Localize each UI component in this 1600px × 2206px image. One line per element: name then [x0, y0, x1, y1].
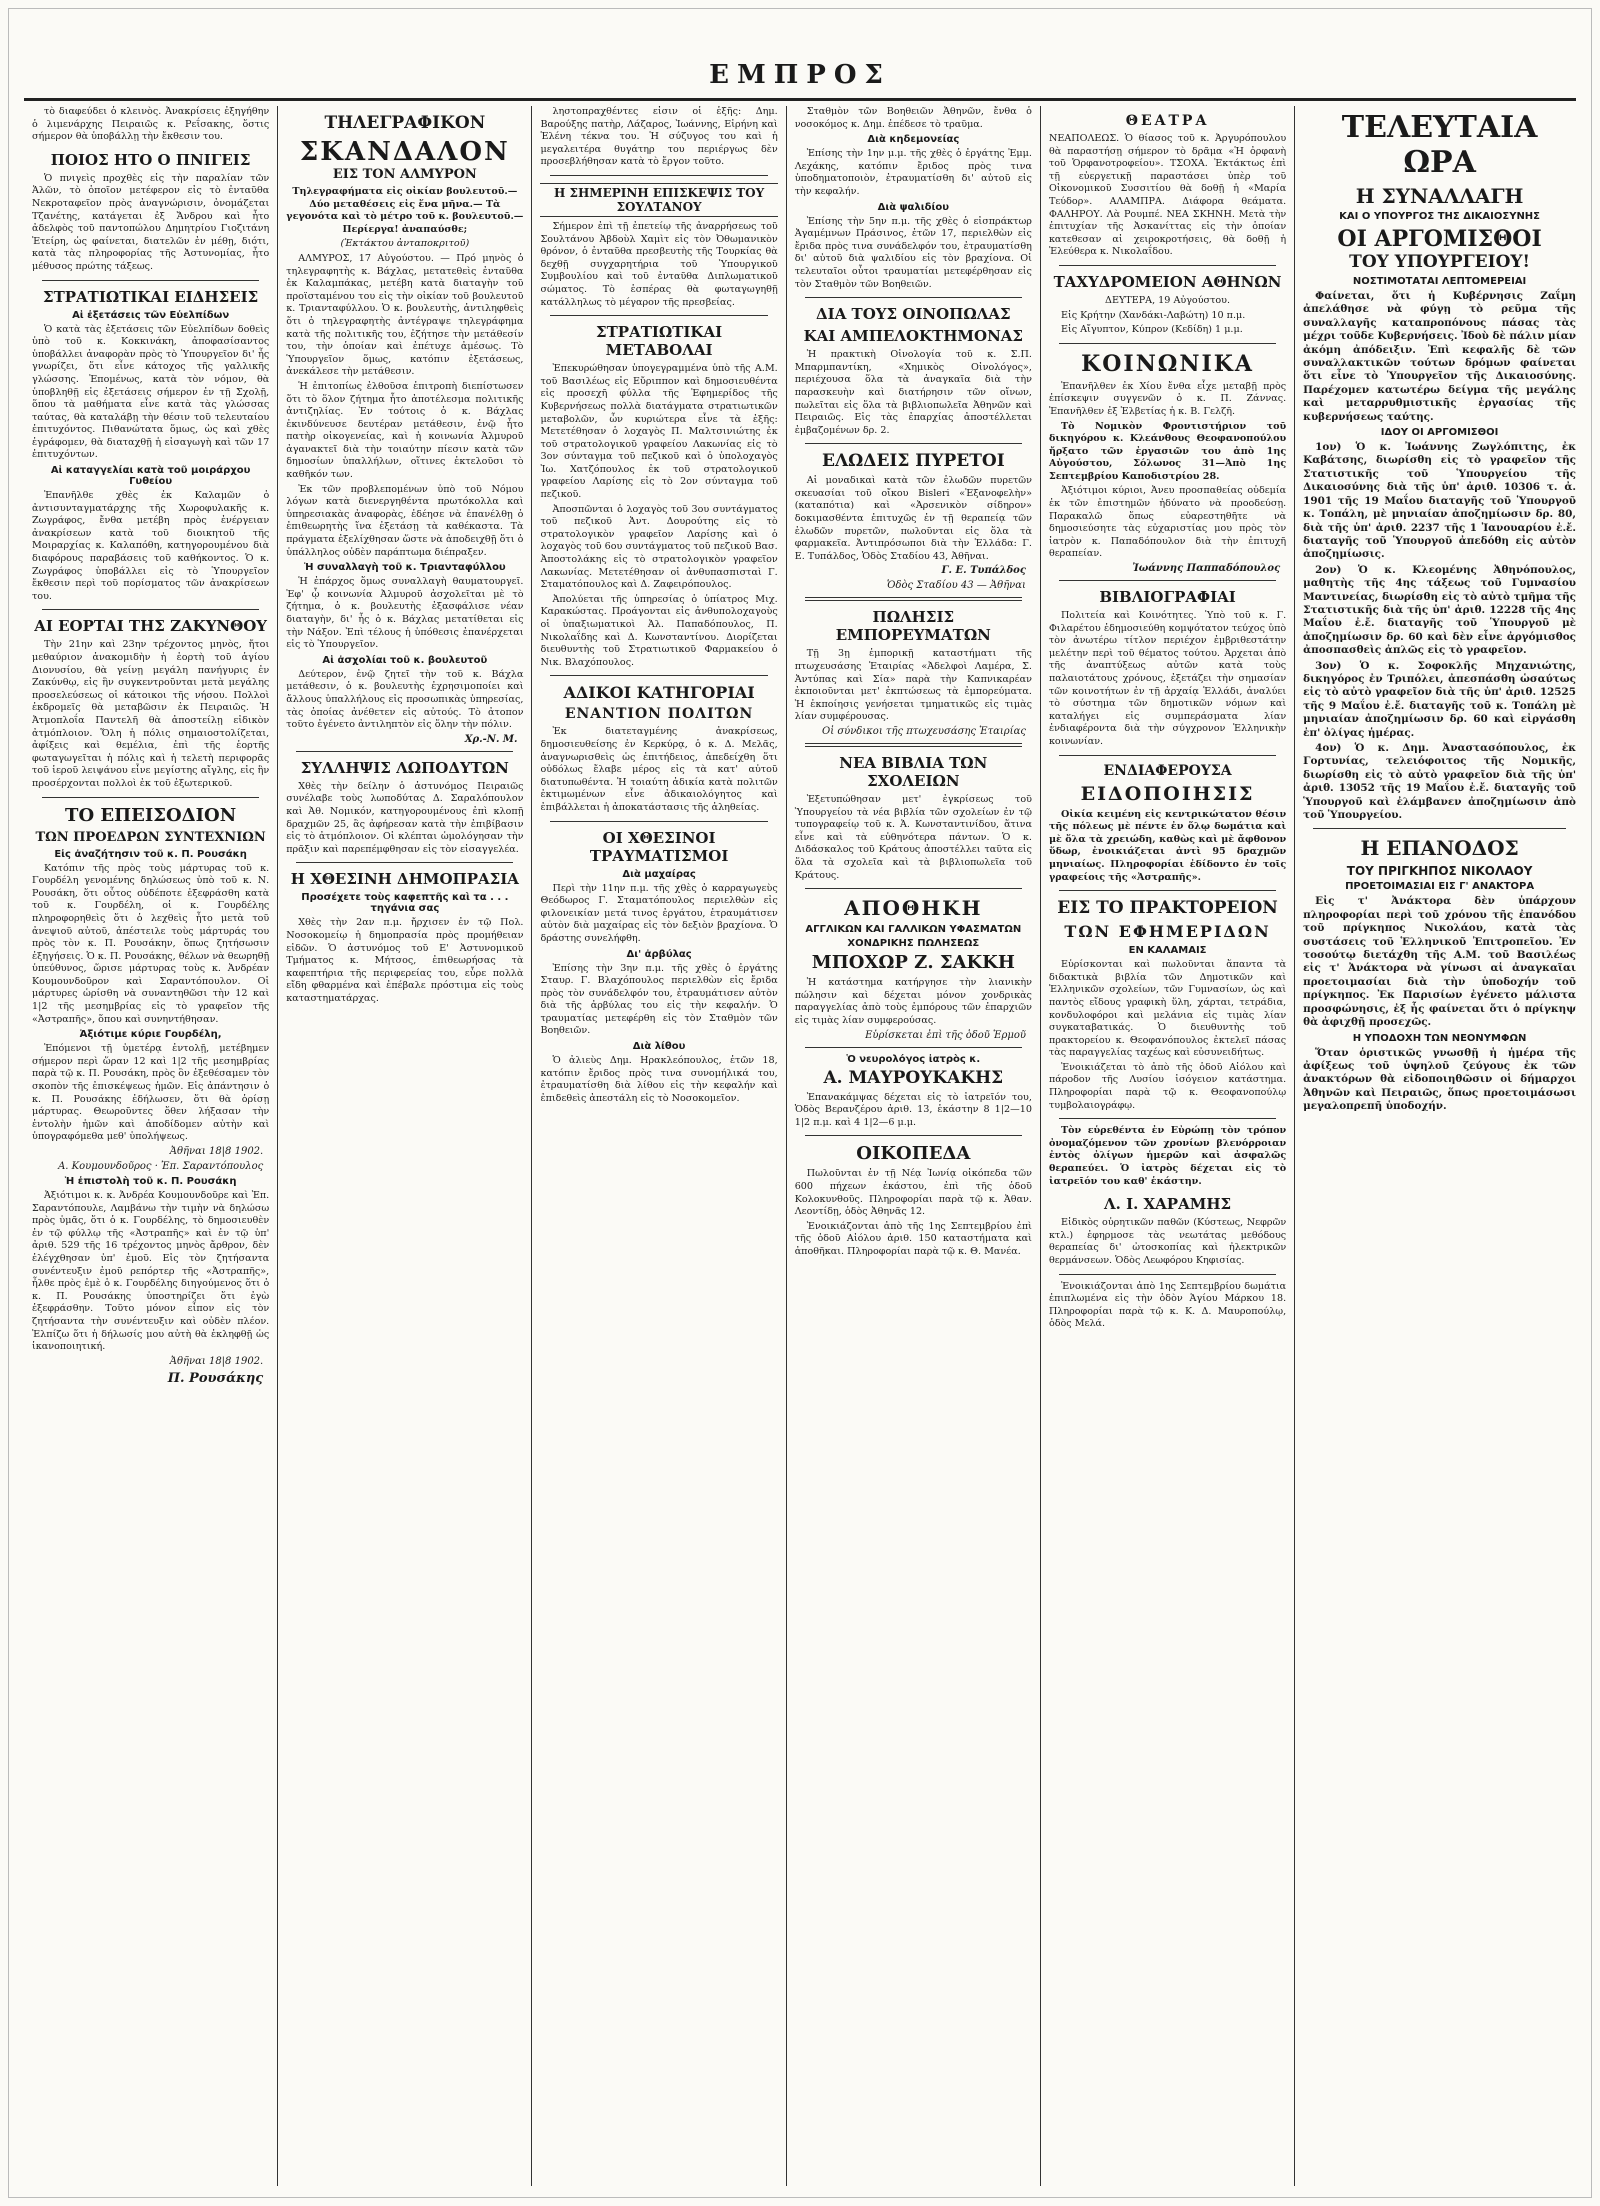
article-arrest: Χθὲς τὴν δείλην ὁ ἀστυνόμος Πειραιῶς συνέλαβε τοὺς λωποδύτας Δ. Σαραλόπουλον καὶ Ἀθ. Νομικόν, κατηγορουμένους ἐπὶ κλοπῇ δραχμῶν 25, ἃς ἀφήρεσαν κατὰ τὴν ἐπιβίβασιν εἰς τὸ ἀτμόπλοιον. Οἱ κλέπται ὡμολόγησαν τὴν πρᾶξιν καὶ παρεπέμφθησαν εἰς τὸν εἰσαγγελέα.: [286, 780, 524, 855]
article-treatment: Τὸν εὑρεθέντα ἐν Εὐρώπῃ τὸν τρόπον ὀνομαζόμενον τῶν χρονίων βλενόρροιαν ἐντὸς ὀλίγων ἡμερῶν καὶ ἀσφαλῶς θεραπεύει. Ὁ ἰατρὸς δέχεται εἰς τὸ ἰατρεῖόν του καθ' ἑκάστην.: [1048, 1125, 1287, 1187]
subhead-letter-salutation: Ἀξιότιμε κύριε Γουρδέλη,: [79, 1029, 222, 1041]
article-plots: Πωλοῦνται ἐν τῇ Νέᾳ Ἰωνίᾳ οἰκόπεδα τῶν 600 πήχεων ἐκάστου, ἐπὶ τῆς ὁδοῦ Κολοκυνθοῦς. Πληροφορίαι παρὰ τῷ κ. Ἀθαν. Λεοντίδῃ, ὁδὸς Ἀθηνᾶς 12.: [794, 1168, 1032, 1218]
divider: [550, 175, 767, 176]
article-military-3: Ἀπολύεται τῆς ὑπηρεσίας ὁ ὑπίατρος Μιχ. Καρακώστας. Προάγονται εἰς ἀνθυπολοχαγοὺς οἱ ὑπαξιωματικοὶ Ἀλ. Παπαδόπουλος, Π. Νικολαΐδης καὶ Δ. Κωνσταντίνου. Διορίζεται διευθυντὴς τοῦ Στρατιωτικοῦ Φαρμακείου ὁ Νικ. Βλαχόπουλος.: [540, 593, 778, 668]
divider: [805, 297, 1022, 298]
article-auction: Χθὲς τὴν 2αν π.μ. ἤρχισεν ἐν τῷ Πολ. Νοσοκομείῳ ἡ δημοπρασία πρὸς προμήθειαν εἰδῶν. Ὁ ἀστυνόμος τοῦ Ε' Ἀστυνομικοῦ Τμήματος κ. Μήτσος, ἐπιθεωρήσας τὰ καφεπτήρια τῆς περιφερείας του, εὗρε πολλὰ εἴδη φθαρμένα καὶ ἐπέβαλε πρόστιμα εἰς τοὺς καταστηματάρχας.: [286, 917, 524, 1004]
signatories: Α. Κουμουνδοῦρος · Ἐπ. Σαραντόπουλος: [58, 1161, 264, 1172]
article-military-1: Ἐπεκυρώθησαν ὑπογεγραμμένα ὑπὸ τῆς Α.Μ. τοῦ Βασιλέως εἰς Εὔριππον καὶ δημοσιευθέντα εἰς προσεχῆ φύλλα τῆς Ἐφημερίδος τῆς Κυβερνήσεως πολλὰ διατάγματα στρατιωτικῶν μεταβολῶν, ὧν κυριώτερα εἶνε τὰ ἑξῆς: Μετετέθησαν ὁ λοχαγὸς Π. Μαλτσινιώτης ἐκ τοῦ στρατολογικοῦ γραφείου Λακωνίας εἰς τὸ 3ον σύνταγμα τοῦ πεζικοῦ καὶ ὁ ὑπολοχαγὸς Ἰω. Χατζόπουλος ἐκ τοῦ στρατολογικοῦ γραφείου Λαρίσης εἰς τὸ 2ον σύνταγμα τοῦ πεζικοῦ.: [540, 363, 778, 501]
post-office-line-1: Εἰς Κρήτην (Χανδάκι-Λαβώτη) 10 π.μ.: [1060, 309, 1246, 321]
article-letter: Ἐπόμενοι τῇ ὑμετέρᾳ ἐντολῇ, μετέβημεν σήμερον περὶ ὥραν 12 καὶ 1|2 τῆς μεσημβρίας παρὰ τῷ κ. Π. Ρουσάκη, πρὸς ὃν ἐξεθέσαμεν τὸν σκοπὸν τῆς ἐπισκέψεως ἡμῶν. Εἰς ἀπάντησιν ὁ κ. Π. Ρουσάκης ἐδήλωσεν, ὅτι θὰ ὁρίσῃ μάρτυρας. Θεωροῦντες ὅθεν λήξασαν τὴν ἐντολὴν ἡμῶν καὶ ἀποδίδομεν αὐτὴν καὶ ὑπογραφόμεθα μεθ' ὑπολήψεως.: [32, 1043, 270, 1143]
article-wine: Ἡ πρακτικὴ Οἰνολογία τοῦ κ. Σ.Π. Μπαρμπαντίκη, «Χημικὸς Οἰνολόγος», περιέχουσα ὅλα τὰ ἀναγκαῖα διὰ τὴν παρασκευὴν καὶ διατήρησιν τῶν οἴνων, πωλεῖται εἰς ὅλα τὰ βιβλιοπωλεῖα Ἀθηνῶν καὶ Πειραιῶς. Εἰς τὰς ἐπαρχίας ἀποστέλλεται ἐμβαζομένων δρ. 2.: [794, 349, 1032, 436]
divider: [805, 597, 1022, 601]
subhead-boot: Δι' ἀρβύλας: [626, 948, 692, 960]
divider: [805, 743, 1022, 747]
divider: [550, 821, 767, 822]
divider: [42, 797, 259, 798]
divider: [42, 280, 259, 281]
headline-post-office: ΤΑΧΥΔΡΟΜΕΙΟΝ ΑΘΗΝΩΝ: [1053, 272, 1282, 291]
date-line-2: Ἀθῆναι 18|8 1902.: [169, 1355, 264, 1367]
headline-social: ΚΟΙΝΩΝΙΚΑ: [1081, 350, 1254, 377]
subhead-reception: Η ΥΠΟΔΟΧΗ ΤΩΝ ΝΕΟΝΥΜΦΩΝ: [1352, 1032, 1527, 1044]
article-pnigeis: Ὁ πνιγεὶς προχθὲς εἰς τὴν παραλίαν τῶν Ἁλῶν, τὸ ὁποῖον μετέφερον εἰς τὸ ἐνταῦθα Νεκροταφεῖον πρὸς ἀναγνώρισιν, ὀνομάζεται Τζανέτης, κατάγεται ἐξ Ἄνδρου καὶ ἦτο ἀδελφὸς τοῦ παντοπώλου Δημητρίου Γιοζιτάνη Ἐτείρη, ὡς φαίνεται, διατελῶν ἐν μέθῃ, διότι, κατὰ τὰς πληροφορίας τῆς Ἀστυνομίας, ἦτο μέθυσος πρώτης τάξεως.: [32, 172, 270, 272]
article-agency: Εὑρίσκονται καὶ πωλοῦνται ἅπαντα τὰ διδακτικὰ βιβλία τῶν Δημοτικῶν καὶ Ἑλληνικῶν σχολείων, τῶν Γυμνασίων, ὡς καὶ παντὸς εἴδους γραφικὴ ὕλη, χάρται, τετράδια, κονδυλοφόροι καὶ μελάνια εἰς τιμὰς λίαν συγκαταβατικάς. Ὁ διευθυντὴς τοῦ πρακτορείου κ. Θεοφανόπουλος ἐκτελεῖ πάσας τὰς παραγγελίας ταχέως καὶ εὐσυνειδήτως.: [1048, 959, 1287, 1059]
headline-warehouse: ΑΠΟΘΗΚΗ: [844, 896, 983, 921]
subhead-kalamata: ΕΝ ΚΑΛΑΜΑΙΣ: [1128, 945, 1207, 957]
agent-address: Ὁδὸς Σταδίου 43 — Ἀθῆναι: [886, 580, 1026, 592]
lede-scandal: Τηλεγραφήματα εἰς οἰκίαν βουλευτοῦ.— Δύο μεταθέσεις εἰς ἕνα μῆνα.— Τὰ γεγονότα καὶ τὸ μέτρο τοῦ κ. βουλευτοῦ.— Περίεργα! ἀναπαύσθε;: [286, 186, 524, 235]
subhead-details: ΝΟΣΤΙΜΟΤΑΤΑΙ ΛΕΠΤΟΜΕΡΕΙΑΙ: [1352, 276, 1527, 287]
column-5: [1041, 106, 1295, 2186]
article-rentals: Ἐνοικιάζονται ἀπὸ τῆς 1ης Σεπτεμβρίου ἐπὶ τῆς ὁδοῦ Αἰόλου ἀριθ. 150 καταστήματα καὶ ἀποθῆκαι. Πληροφορίαι παρὰ τῷ κ. Θ. Μανέα.: [794, 1220, 1032, 1257]
masthead: [0, 60, 1600, 90]
article-scandal-1: ΑΛΜΥΡΟΣ, 17 Αὐγούστου. — Πρό μηνὸς ὁ τηλεγραφητὴς κ. Βάχλας, μετατεθεὶς ἐνταῦθα ἐκ Καλαμπάκας, μετέβη κατὰ διαταγὴν τοῦ προϊσταμένου του εἰς τὴν οἰκίαν τοῦ βουλευτοῦ κ. Τριανταφύλλου. Ὁ κ. βουλευτὴς, ἀντιληφθεὶς ὅτι ὁ τηλεγραφητὴς ἀντέγραψε τηλεγράφημα κατὰ τῆς πολιτικῆς του, ἐζήτησε τὴν μετάθεσίν του, τὴν ὁποίαν καὶ ἐπέτυχε ἀμέσως. Τὸ Ὑπουργεῖον ὅμως, κατόπιν ἐξετάσεως, ἀνεκάλεσε τὴν μετάθεσιν.: [286, 252, 524, 378]
headline-dealing: Η ΣΥΝΑΛΛΑΓΗ: [1355, 184, 1524, 208]
post-office-line-2: Εἰς Αἴγυπτον, Κύπρον (Κεδίδη) 1 μ.μ.: [1060, 324, 1243, 336]
headline-ministry: ΤΟΥ ΥΠΟΥΡΓΕΙΟΥ!: [1349, 252, 1530, 272]
signature-rousakis: Π. Ρουσάκης: [167, 1370, 264, 1386]
headline-unjust-charges: ΑΔΙΚΟΙ ΚΑΤΗΓΟΡΙΑΙ: [563, 683, 755, 703]
divider: [1059, 265, 1276, 266]
article-item-4: 4ον) Ὁ κ. Δημ. Ἀναστασόπουλος, ἐκ Γορτυνίας, τελειόφοιτος τῆς Νομικῆς, διωρίσθη εἰς τὸ αὐτὸ γραφεῖον διὰ τῆς ὑπ' ἀριθ. 13052 τῆς 19 Μαΐου ἐ.ἔ. διαταγῆς τοῦ Ὑπουργοῦ καὶ ἐλάμβανεν ἀποζημίωσιν ἀπὸ τοῦ Ὑπουργείου.: [1303, 742, 1576, 822]
divider: [1059, 580, 1276, 581]
headline-charamis: Λ. Ι. ΧΑΡΑΜΗΣ: [1103, 1195, 1232, 1214]
divider: [805, 888, 1022, 889]
subhead-rousakis-letter: Ἡ ἐπιστολὴ τοῦ κ. Π. Ρουσάκη: [64, 1176, 237, 1187]
divider: [296, 751, 513, 752]
divider: [1059, 343, 1276, 344]
subhead-rousakis: Εἰς ἀναζήτησιν τοῦ κ. Π. Ρουσάκη: [54, 848, 247, 860]
headline-incident: ΤΟ ΕΠΕΙΣΟΔΙΟΝ: [65, 804, 237, 826]
article-goods-sale: Τῇ 3ῃ ἐμπορικῇ καταστήματι τῆς πτωχευσάσης Ἑταιρίας «Ἀδελφοὶ Λαμέρα, Σ. Ἀντύπας καὶ Σία» παρὰ τὴν Καπνικαρέαν ἐκποιοῦνται μετ' ἐκπτώσεως τὰ ἐμπορεύματα. Ἡ ἐκποίησις γενήσεται τμηματικῶς εἰς τιμὰς λίαν συμφέρουσας.: [794, 648, 1032, 723]
subhead-neurologist: Ὁ νευρολόγος ἰατρὸς κ.: [846, 1053, 981, 1065]
article-social: Ἐπανῆλθεν ἐκ Χίου ἔνθα εἶχε μεταβῇ πρὸς ἐπίσκεψιν συγγενῶν ὁ κ. Π. Ζάννας. Ἐπανῆλθεν ἐξ Ἑλβετίας ἡ κ. Β. Γελζῆ.: [1048, 380, 1287, 417]
article-exams: Ὁ κατὰ τὰς ἐξετάσεις τῶν Εὐελπίδων δοθεὶς ὑπὸ τοῦ κ. Κοκκινάκη, ἀποφασίσαντος ὑποβάλλει ἀναφορὰν πρὸς τὸ Ὑπουργεῖον δι' ἧς γνωρίζει, ὅτι εἶνε κάτοχος τῆς γαλλικῆς γλώσσης. Ἐπομένως, κατὰ τὸν νόμον, θὰ ὑποβληθῇ εἰς ἐξετάσεις σήμερον ἐν τῇ Σχολῇ, ὅπου τὰ μαθήματα εἶνε κατὰ τὰς γλώσσας ταύτας, θὰ καταλάβῃ τὴν θέσιν τοῦ τελευταίου ἐπιτυχόντος. Πιθανώτατα ὅμως, ὡς καὶ χθὲς ἐγράφομεν, θὰ διαταχθῇ ἡ εἰσαγωγὴ καὶ τῶν 17 ἐπιτυχόντων.: [32, 323, 270, 461]
headline-goods-sale: ΠΩΛΗΣΙΣ ΕΜΠΟΡΕΥΜΑΤΩΝ: [835, 608, 991, 645]
subhead-justice-minister: ΚΑΙ Ο ΥΠΟΥΡΓΟΣ ΤΗΣ ΔΙΚΑΙΟΣΥΝΗΣ: [1339, 211, 1541, 222]
subhead-exams: Αἱ ἐξετάσεις τῶν Εὐελπίδων: [72, 309, 230, 321]
headline-arrest: ΣΥΛΛΗΨΙΣ ΛΩΠΟΔΥΤΩΝ: [300, 758, 509, 777]
article-warehouse: Ἡ κατάστημα κατήργησε τὴν λιανικὴν πώλησιν καὶ δέχεται μόνον χονδρικὰς παραγγελίας ἀπὸ τοὺς ἐμπόρους τῶν ἐπαρχιῶν εἰς τιμὰς λίαν συμφερούσας.: [794, 977, 1032, 1026]
signature-pappadopoulos: Ἰωάννης Παππαδόπουλος: [1132, 563, 1281, 575]
subhead-stone: Διὰ λίθου: [632, 1041, 686, 1053]
divider: [1059, 755, 1276, 756]
headline-vineyard-owners: ΚΑΙ ΑΜΠΕΛΟΚΤΗΜΟΝΑΣ: [803, 327, 1024, 346]
headline-plots: ΟΙΚΟΠΕΔΑ: [856, 1143, 971, 1165]
article-theatres: ΝΕΑΠΟΛΕΩΣ. Ὁ θίασος τοῦ κ. Ἀργυρόπουλου θὰ παραστήσῃ σήμερον τὸ δρᾶμα «Ἡ ὀρφανὴ τοῦ Ὁρφανοτροφείου». ΤΣΟΧΑ. Ἐκτάκτως ἐπὶ τῇ εὐεργετικῇ παραστάσει ὑπὲρ τοῦ Οἰκονομικοῦ Συσσιτίου θὰ δοθῇ ἡ «Μαρία Τεύδορ». ΑΛΑΜΠΡΑ. Διάφορα θεάματα. ΦΑΛΗΡΟΥ. Λὰ Ρουμπέ. ΝΕΑ ΣΚΗΝΗ. Μετὰ τὴν ἐπιτυχίαν τῆς Ἀσκανίττας εἰς τὴν ὁποίαν κατεθεσαν αἱ χειροκροτήσεις, θὰ δοθῇ ἡ Ἐλεύθερα κ. Νικολαΐδου.: [1048, 133, 1287, 258]
column-6: [1295, 106, 1584, 2186]
divider: [1059, 1118, 1276, 1119]
column-1: [24, 106, 278, 2186]
article-knife: Περὶ τὴν 11ην π.μ. τῆς χθὲς ὁ καρραγωγεὺς Θεόδωρος Γ. Σταματόπουλος περιελθὼν εἰς φιλονεικίαν μετά τινος ἐργάτου, ἐτραυμάτισεν αὐτὸν διὰ μαχαίρας εἰς τὸν δεξιὸν βραχίονα. Ὁ δράστης συνελήφθη.: [540, 882, 778, 944]
divider: [805, 1047, 1022, 1048]
article-complaints: Ἐπανῆλθε χθὲς ἐκ Καλαμῶν ὁ ἀντισυνταγματάρχης τῆς Χωροφυλακῆς κ. Ζωγράφος, ἔνθα μετέβη πρὸς ἐνέργειαν ἀνακρίσεων κατὰ τοῦ διοικητοῦ τῆς Μοιραρχίας κ. Καλαπόθη, κατηγορουμένου διὰ διαφόρους παραβάσεις τοῦ καθήκοντος. Ὁ κ. Ζωγράφος ὑποβάλλει εἰς τὸ Ὑπουργεῖον ἔκθεσιν περὶ τοῦ πορίσματος τῶν ἀνακρίσεων του.: [32, 490, 270, 602]
masthead-title: ΕΜΠΡΟΣ: [709, 60, 891, 90]
divider: [1059, 1274, 1276, 1275]
post-office-day: ΔΕΥΤΕΡΑ, 19 Αὐγούστου.: [1105, 294, 1231, 306]
trustees: Οἱ σύνδικοι τῆς πτωχευσάσης Ἑταιρίας: [822, 726, 1026, 737]
article-return: Εἰς τ' Ἀνάκτορα δὲν ὑπάρχουν πληροφορίαι περὶ τοῦ χρόνου τῆς ἐπανόδου τοῦ πρίγκηπος Νικολάου, κατὰ τὰς συστάσεις τοῦ Ἑλληνικοῦ Ἐπιτροπεῖου. Ἐν τοσούτῳ διετάχθη τῆς Α.Μ. τοῦ Βασιλέως εἰς τ' Ἀνάκτορα νὰ γίνωσι αἱ ἀναγκαῖαι προετοιμασίαι διὰ τὴν ὑποδοχήν τοῦ πρίγκηπος. Ἐκ Παρισίων ἐγένετο μάλιστα προσφώνησις, ἐξ ἧς φαίνεται ὅτι ὁ πρίγκηψ θὰ ἀφιχθῇ προσεχῶς.: [1303, 895, 1576, 1029]
headline-sultan: Η ΣΗΜΕΡΙΝΗ ΕΠΙΣΚΕΨΙΣ ΤΟΥ ΣΟΥΛΤΑΝΟΥ: [540, 183, 777, 217]
divider: [550, 675, 767, 676]
headline-school-books: ΝΕΑ ΒΙΒΛΙΑ ΤΩΝ ΣΧΟΛΕΙΩΝ: [839, 754, 988, 790]
article-item-1: 1ον) Ὁ κ. Ἰωάννης Ζωγλόπιτης, ἐκ Καβάτσης, διωρίσθη εἰς τὸ γραφεῖον τῆς Στατιστικῆς τοῦ Ὑπουργείου τῆς Δικαιοσύνης διὰ τῆς ὑπ' ἀριθ. 10306 τ. ἀ. 1901 τῆς 19 Μαΐου διαταγῆς τοῦ Ὑπουργοῦ κ. Τοπάλη, μὲ μηνιαίαν ἀποζημίωσιν δρ. 80, διὰ τῆς ὑπ' ἀριθ. 2237 τῆς 1 Ἰανουαρίου ἐ.ἔ. διαταγῆς τοῦ Ὑπουργοῦ ἀπεδόθη εἰς αὐτὸν ἀποζημίωσις.: [1303, 441, 1576, 561]
masthead-rule: [24, 98, 1576, 101]
headline-return: Η ΕΠΑΝΟΔΟΣ: [1360, 836, 1519, 861]
article-incident: Κατόπιν τῆς πρὸς τοὺς μάρτυρας τοῦ κ. Γουρδέλη γενομένης δηλώσεως ὑπὸ τοῦ κ. Ν. Ρουσάκη, ὅτι οὗτος οὐδέποτε ἐξεφράσθη κατὰ τοῦ κ. Γουρδέλη, οἱ κ. Γουρδέλης πληροφορηθεὶς ὅτι ὁ λεχθεὶς ἦτο μετὰ τοῦ ἀνεψιοῦ αὐτοῦ, ἀπέστειλε τοὺς μάρτυράς του πρὸς τὸν κ. Π. Ρουσάκην, ὅπως ζητήσωσιν ἐξηγήσεις. Ὁ κ. Π. Ρουσάκης, θέλων νὰ θεωρηθῇ ὑπεύθυνος, ὥρισε μάρτυρας τοὺς κ. Ἀνδρέαν Κουμουνδοῦρον καὶ Σαραντόπουλον. Οἱ μάρτυρες ὡρίσθη νὰ συναντηθῶσι τὴν 12 καὶ 1|2 τῆς μεσημβρίας εἰς τὸ γραφεῖον τῆς «Ἀστραπῆς», ὅπου καὶ συνηντήθησαν.: [32, 862, 270, 1025]
headline-military-changes: ΣΤΡΑΤΙΩΤΙΚΑΙ ΜΕΤΑΒΟΛΑΙ: [596, 323, 723, 360]
column-4: [787, 106, 1041, 2186]
headline-pnigeis: ΠΟΙΟΣ ΗΤΟ Ο ΠΝΙΓΕΙΣ: [50, 150, 251, 169]
article-item-3: 3ον) Ὁ κ. Σοφοκλῆς Μηχανιώτης, δικηγόρος ἐν Τριπόλει, ἀπεσπάσθη ὡσαύτως εἰς τὸ αὐτὸ γραφεῖον διὰ τῆς ὑπ' ἀριθ. 12525 τῆς 9 Μαΐου ἐ.ἔ. διαταγῆς τοῦ κ. Τοπάλη μὲ μηνιαίαν ἀποζημίωσιν δρ. 60 καὶ εἰργάσθη ἐπ' ὀλίγας ἡμέρας.: [1303, 659, 1576, 739]
article-scandal-3: Ἐκ τῶν προβλεπομένων ὑπὸ τοῦ Νόμου λόγων κατὰ διενεργηθέντα πρωτόκολλα καὶ ὑπηρεσιακὰς ἀναφορὰς, ἐδέησε νὰ ἐπανέλθῃ ὁ ἐπιθεωρητὴς ἵνα ἐξετάσῃ τὰ καθέκαστα. Τὰ πράγματα ἐξελίχθησαν ὥστε νὰ ἀποδειχθῇ ὅτι ὁ ὑπάλληλος οὐδὲν παράπτωμα διέπραξεν.: [286, 483, 524, 558]
col1-intro: τὸ διαφεύδει ὁ κλεινὸς. Ἀνακρίσεις ἐξηγήθην ὁ λιμενάρχης Πειραιῶς κ. Ρεΐσακης, ὅστις σήμερον θὰ ὑποβάλλῃ τὴν ἔκθεσιν του.: [32, 106, 270, 143]
article-house-rent: Οἰκία κειμένη εἰς κεντρικώτατον θέσιν τῆς πόλεως μὲ πέντε ἐν ὅλῳ δωμάτια καὶ μὲ ὅλα τὰ χρειώδη, καθὼς καὶ μὲ ἄφθονον ὕδωρ, ἐνοικιάζεται ἀντὶ 95 δραχμῶν μηνιαίως. Πληροφορίαι ἐδίδοντο ἐν τοῖς γραφείοις τῆς «Ἀστραπῆς».: [1048, 808, 1287, 883]
headline-agency: ΕΙΣ ΤΟ ΠΡΑΚΤΟΡΕΙΟΝ: [1057, 898, 1278, 919]
subhead-fabrics: ΑΓΓΛΙΚΩΝ ΚΑΙ ΓΑΛΛΙΚΩΝ ΥΦΑΣΜΑΤΩΝ: [805, 924, 1022, 936]
headline-scandal: ΣΚΑΝΔΑΛΟΝ: [299, 137, 510, 167]
warehouse-location: Εὑρίσκεται ἐπὶ τῆς ὁδοῦ Ἑρμοῦ: [865, 1029, 1026, 1041]
headline-sakkis: ΜΠΟΧΩΡ Ζ. ΣΑΚΚΗ: [811, 952, 1015, 974]
column-2: [278, 106, 532, 2186]
article-boot: Ἐπίσης τὴν 3ην π.μ. τῆς χθὲς ὁ ἐργάτης Σταυρ. Γ. Βλαχόπουλος περιελθὼν εἰς ἔριδα πρὸς τὸν συνάδελφόν του, ἐτραυμάτισεν αὐτὸν διὰ τῆς ἀρβύλας του εἰς τὴν κεφαλήν. Ὁ τραυματίας μετεφέρθη εἰς τὸν Σταθμὸν τῶν Βοηθειῶν.: [540, 962, 778, 1037]
divider: [1313, 828, 1566, 829]
article-bibliography: Πολιτεία καὶ Κοινότητες. Ὑπὸ τοῦ κ. Γ. Φιλαρέτου ἐδημοσιεύθη κομψότατον τεύχος ὑπὸ τὸν ἀνωτέρω τίτλον περιέχον ἐμβριθεστάτην μελέτην περὶ τοῦ θέματος τούτου. Ἀρχεται ἀπὸ τῆς ἀναπτύξεως αὐτῶν κατὰ τοὺς παλαιοτάτους χρόνους, ἐξετάζει τὴν σημασίαν τῶν κοινοτήτων ἐν τῇ ἀρχαίᾳ Ἑλλάδι, ἀναλύει τὸ σύστημα τῶν δημοτικῶν νόμων καὶ καταλήγει εἰς συμπεράσματα λίαν ἐνδιαφέροντα διὰ τὴν σύγχρονον Ἑλληνικὴν κοινωνίαν.: [1048, 610, 1287, 747]
article-legal-tutoring: Τὸ Νομικὸν Φροντιστήριον τοῦ δικηγόρου κ. Κλεάνθους Θεοφανοπούλου ἤρξατο τῶν ἐργασιῶν του ἀπὸ 1ης Αὐγούστου, Σόλωνος 31—Ἀπὸ 1ης Σεπτεμβρίου Καποδιστρίου 28.: [1048, 420, 1287, 482]
article-scandal-4: Ἡ ἐπάρχος ὅμως συναλλαγὴ θαυματουργεῖ. Ἐφ' ᾧ κοινωνία Ἀλμυροῦ ἀσχολεῖται μὲ τὸ ζήτημα, ὁ κ. βουλευτὴς ἐξασφάλισε νέαν διαταγὴν, δι' ἧς ὁ κ. Βάχλας μετατίθεται εἰς τὴν Νάξον. Ἐπὶ τέλους ἡ ὑπόθεσις ἐπανέρχεται εἰς τὸ Ὑπουργεῖον.: [286, 576, 524, 651]
article-sultan: Σήμερον ἐπὶ τῇ ἐπετείῳ τῆς ἀναρρήσεως τοῦ Σουλτάνου Ἀβδοὺλ Χαμὶτ εἰς τὸν Ὀθωμανικὸν θρόνον, ὁ ἐνταῦθα πρεσβευτὴς τῆς Τουρκίας θὰ δεχθῇ συγχαρητήρια τοῦ Ὑπουργικοῦ Συμβουλίου καὶ τοῦ ἐνταῦθα Διπλωματικοῦ σώματος. Τὸ ἑσπέρας θὰ φωταγωγηθῇ κατάλληλως τὸ μέγαρον τῆς πρεσβείας.: [540, 220, 778, 308]
col3-intro: ληστοπραχθέντες εἶσιν οἱ ἑξῆς: Δημ. Βαρούξης πατὴρ, Λάζαρος, Ἰωάννης, Εἰρήνη καὶ Ἑλένη τέκνα του. Ἡ σύζυγος του καὶ ἡ μεγαλειτέρα θυγάτηρ του περιέργως δὲν προσεβλήθησαν κατὰ τὸ ἔργον τοῦτο.: [540, 106, 778, 168]
article-thanks: Ἀξιότιμοι κύριοι, Ἀνευ προσπαθείας οὐδεμία ἐκ τῶν ἐπιστημῶν ἠδύνατο νὰ προοδεύσῃ. Παρακαλῶ ὅπως εὐαρεστηθῆτε νὰ δημοσιεύσητε τὰς εὐχαριστίας μου πρὸς τὸν ἰατρὸν κ. Παπαδόπουλον διὰ τὴν ἐπιτυχῆ θεραπείαν.: [1048, 485, 1287, 560]
article-rooms: Ἐνοικιάζονται ἀπὸ 1ης Σεπτεμβρίου δωμάτια ἐπιπλωμένα εἰς τὴν ὁδὸν Ἁγίου Μάρκου 18. Πληροφορίαι παρὰ τῷ κ. Κ. Δ. Μαυροπούλῳ, ὁδὸς Μελά.: [1048, 1280, 1287, 1330]
agent-name: Γ. Ε. Τυπάλδος: [941, 565, 1026, 577]
article-scandal-5: Δεύτερον, ἐνῷ ζητεῖ τὴν τοῦ κ. Βάχλα μετάθεσιν, ὁ κ. βουλευτὴς ἐχρησιμοποίει καὶ ἄλλους ὑπαλλήλους εἰς προσωπικὰς ὑπηρεσίας, τὰς ὁποίας ἀνέθετεν εἰς αὐτούς. Τὸ ἀτοπον τοῦτο ἐγένετο ἀντιληπτὸν εἰς ὅλην τὴν πόλιν.: [286, 668, 524, 731]
date-line: Ἀθῆναι 18|8 1902.: [169, 1146, 264, 1157]
article-dealing-intro: Φαίνεται, ὅτι ἡ Κυβέρνησις Ζαΐμη ἀπελάθησε νὰ φύγῃ τὸ ρεῦμα τῆς συναλλαγῆς καταπροπόνους πάσας τὰς μέχρι τοῦδε Κυβερνήσεις. Ἰδοὺ δὲ πάλιν μίαν ἀκόμη ἀπόδειξιν. Ἐπὶ κεφαλῆς δὲ τῶν συναλλακτικῶν τούτων δρόμων φαίνεται ὅτι εἶνε τὸ Ὑπουργεῖον τῆς Δικαιοσύνης. Παρέχομεν κατωτέρω δείγμα τῆς μεγάλης καὶ μεταρρυθμιστικῆς ἐργασίας τῆς κυβερνήσεως ταύτης.: [1303, 290, 1576, 423]
headline-newspapers: ΤΩΝ ΕΦΗΜΕΡΙΔΩΝ: [1064, 922, 1271, 942]
headline-mavroukakis: Α. ΜΑΥΡΟΥΚΑΚΗΣ: [823, 1067, 1004, 1088]
headline-zakynthos: ΑΙ ΕΟΡΤΑΙ ΤΗΣ ΖΑΚΥΝΘΟΥ: [34, 617, 267, 636]
signature-xr: Χρ.-Ν. Μ.: [464, 733, 518, 745]
headline-incident-2: ΤΩΝ ΠΡΟΕΔΡΩΝ ΣΥΝΤΕΧΝΙΩΝ: [35, 829, 266, 845]
divider: [805, 1135, 1022, 1136]
subhead-knife: Διὰ μαχαίρας: [622, 868, 696, 880]
article-scissors: Ἐπίσης τὴν 5ην π.μ. τῆς χθὲς ὁ εἰσπράκτωρ Ἀγαμέμνων Πράσινος, ἐτῶν 17, περιελθὼν εἰς ἔριδα πρὸς τινα συνάδελφόν του, ἐτραυματίσθη δι' αὐτοῦ διὰ ψαλιδίου εἰς τὸν βραχίονα. Οἱ τελευταῖοι οὗτοι τραυματίαι μετεφέρθησαν εἰς τὸν Σταθμὸν τῶν Βοηθειῶν.: [794, 215, 1032, 290]
headline-theatres: ΘΕΑΤΡΑ: [1125, 113, 1210, 129]
article-mavroukakis: Ἐπανακάμψας δέχεται εἰς τὸ ἰατρεῖόν του, Ὁδὸς Βερανζέρου ἀριθ. 13, ἑκάστην 8 1|2—10 1|2 π.μ. καὶ 4 1|2—6 μ.μ.: [794, 1091, 1032, 1128]
col4-intro: Σταθμὸν τῶν Βοηθειῶν Ἀθηνῶν, ἔνθα ὁ νοσοκόμος κ. Δημ. ἐπέδεσε τὸ τραῦμα.: [794, 106, 1032, 130]
subhead-guardian: Διὰ κηδεμονείας: [867, 134, 960, 146]
subhead-prince-nicholas: ΤΟΥ ΠΡΙΓΚΗΠΟΣ ΝΙΚΟΛΑΟΥ: [1346, 864, 1533, 879]
subhead-deputy: Αἱ ἀσχολίαι τοῦ κ. βουλευτοῦ: [322, 654, 488, 666]
article-unjust: Ἐκ διατεταγμένης ἀνακρίσεως, δημοσιευθείσης ἐν Κερκύρᾳ, ὁ κ. Δ. Μελᾶς, ἀναγνωρισθεὶς ὡς ἐπιτήδειος, ἀπεδείχθη ὅτι οὐδόλως ἔλαβε μέρος εἰς τὰ κατ' αὐτοῦ διατυπωθέντα. Ἡ τοιαύτη ἀδικία κατὰ πολιτῶν ἐκτιμωμένων εἶνε ἀδικαιολόγητος καὶ ἐπιβάλλεται ἡ ἀποκατάστασις τῆς ἀληθείας.: [540, 726, 778, 813]
column-3: [532, 106, 786, 2186]
headline-telegraphic: ΤΗΛΕΓΡΑΦΙΚΟΝ: [324, 113, 486, 133]
divider: [1059, 890, 1276, 891]
headline-interesting: ΕΝΔΙΑΦΕΡΟΥΣΑ: [1103, 762, 1232, 779]
subhead-preparations: ΠΡΟΕΤΟΙΜΑΣΙΑΙ ΕΙΣ Γ' ΑΝΑΚΤΟΡΑ: [1345, 881, 1535, 893]
subhead-complaints: Αἱ καταγγελίαι κατὰ τοῦ μοιράρχου Γυθείου: [50, 465, 251, 488]
headline-against-citizens: ΕΝΑΝΤΙΟΝ ΠΟΛΙΤΩΝ: [564, 706, 754, 723]
article-malaria: Αἱ μοναδικαὶ κατὰ τῶν ἑλωδῶν πυρετῶν σκευασίαι τοῦ οἴκου Bisleri «Ἐξανοφελὴν» (καταπότια) καὶ «Ἀρσενικὸν σίδηρον» δοκιμασθέντα ἐπιτυχῶς ἐν τῇ θεραπείᾳ τῶν ἑλωδῶν πυρετῶν, πωλοῦνται εἰς ὅλα τὰ φαρμακεῖα. Ἀντιπρόσωποι διὰ τὴν Ἑλλάδα: Γ. Ε. Τυπάλδος, Ὁδὸς Σταδίου 43, Ἀθῆναι.: [794, 475, 1032, 562]
headline-wine-sellers: ΔΙΑ ΤΟΥΣ ΟΙΝΟΠΩΛΑΣ: [816, 305, 1011, 324]
article-item-2: 2ον) Ὁ κ. Κλεομένης Ἀθηνόπουλος, μαθητὴς τῆς 4ης τάξεως τοῦ Γυμνασίου Μαντινείας, διωρίσθη εἰς τὸ αὐτὸ τμῆμα τῆς Στατιστικῆς διὰ τῆς ὑπ' ἀριθ. 12228 τῆς 4ης Μαΐου ἐ.ἔ. διαταγῆς τοῦ Ὑπουργοῦ μὲ ἀποζημίωσιν δρ. 60 καὶ δὲν εἶνε ἀργόμισθος ἀποσπασθεὶς ἀπλῶς εἰς τὸ γραφεῖον.: [1303, 563, 1576, 657]
divider: [42, 609, 259, 610]
headline-notice: ΕΙΔΟΠΟΙΗΣΙΣ: [1080, 782, 1255, 805]
subhead-cafes: Προσέχετε τοὺς καφεπτῆς καὶ τα . . . τηγάνια σας: [301, 892, 509, 915]
article-stone: Ὁ ἀλιεὺς Δημ. Ηρακλεόπουλος, ἐτῶν 18, κατόπιν ἔριδος πρὸς τινα συνομήλικά του, ἐτραυματίσθη διὰ λίθου εἰς τὴν κεφαλήν καὶ ἐπιδεθεὶς ἀπεστάλη εἰς τὸ Νοσοκομεῖον.: [540, 1055, 778, 1104]
subhead-triantafyllou: Ἡ συναλλαγὴ τοῦ κ. Τριανταφύλλου: [304, 562, 506, 574]
article-school-books: Ἐξετυπώθησαν μετ' ἐγκρίσεως τοῦ Ὑπουργείου τὰ νέα βιβλία τῶν σχολείων ἐν τῷ τυπογραφείῳ τοῦ κ. Ἀ. Κωνσταντινίδου, ἅτινα εἶνε καὶ τὰ εὐθηνότερα πάντων. Ὁ κ. Διδάσκαλος τοῦ Κράτους ἀποστέλλει ταῦτα εἰς ὅλα τὰ σχολεῖα καὶ τὰ βιβλιοπωλεῖα τοῦ Κράτους.: [794, 794, 1032, 881]
headline-auction: Η ΧΘΕΣΙΝΗ ΔΗΜΟΠΡΑΣΙΑ: [290, 870, 519, 889]
lede-source: (Ἐκτάκτου ἀνταποκριτοῦ): [340, 238, 470, 250]
article-guardian: Ἐπίσης τὴν 1ην μ.μ. τῆς χθὲς ὁ ἐργάτης Ἐμμ. Λεχάκης, κατόπιν ἔριδος πρὸς τινα ὑποδηματοποιὸν, ἐτραυματίσθη δι' αὐτοῦ εἰς τὴν κεφαλήν.: [794, 148, 1032, 197]
divider: [296, 862, 513, 863]
article-military-2: Ἀποσπῶνται ὁ λοχαγὸς τοῦ 3ου συντάγματος τοῦ πεζικοῦ Ἀντ. Δουρούτης εἰς τὸ στρατολογικὸν γραφεῖον Λαρίσης καὶ ὁ λοχαγὸς τοῦ 6ου συντάγματος τοῦ πεζικοῦ Βασ. Ἀποστολάκης εἰς τὸ στρατολογικὸν γραφεῖον Λακωνίας. Μετετέθησαν οἱ ἀνθυπασπισταὶ Γ. Σταματόπουλος καὶ Δ. Ζαφειρόπουλος.: [540, 503, 778, 591]
headline-idle-salaried: ΟΙ ΑΡΓΟΜΙΣΘΟΙ: [1337, 226, 1542, 252]
article-rousakis-letter: Ἀξιότιμοι κ. κ. Ἀνδρέα Κουμουνδοῦρε καὶ Ἐπ. Σαραντόπουλε, Λαμβάνω τὴν τιμὴν νὰ δηλώσω πρὸς ὑμᾶς, ὅτι ὁ κ. Γουρδέλης, τὸ δημοσιευθὲν ἐν τῷ φύλλῳ τῆς «Ἀστραπῆς» καὶ ἐν τῷ ὑπ' ἀριθ. 529 τῆς 16 τρέχοντος μηνὸς ἄρθρον, δὲν ἐλέγχθησαν ὑπ' ἐμοῦ. Εἰς τὸν ζητήσαντα συνέντευξιν ἐμοῦ ρεπόρτερ τῆς «Ἀστραπῆς», ἦλθε πρὸς ἐμὲ ὁ κ. Γουρδέλης διηγούμενος ὅτι ὁ κ. Π. Ρουσάκης ὑποστηρίζει ὅτι ἐγὼ ἐξεφράσθην. Τοῦτο μόνον εἶπον εἰς τὸν ζητήσαντα τὴν συνέντευξιν καὶ οὐδὲν πλέον. Ἐλπίζω ὅτι ἡ δήλωσίς μου αὐτὴ θὰ ἐκληφθῇ ὡς ἱκανοποιητική.: [32, 1190, 270, 1353]
divider: [805, 443, 1022, 444]
subhead-here-they-are: ΙΔΟΥ ΟΙ ΑΡΓΟΜΙΣΘΟΙ: [1380, 427, 1499, 439]
article-charamis: Εἰδικὸς οὐρητικῶν παθῶν (Κύστεως, Νεφρῶν κτλ.) ἐφηρμοσε τὰς νεωτάτας μεθόδους θεραπείας δι' ὠτοσκοπίας καὶ ἠλεκτρικῶν θερμάνσεων. Ὁδὸς Λεωφόρου Κηφισίας.: [1048, 1217, 1287, 1266]
headline-malaria: ΕΛΩΔΕΙΣ ΠΥΡΕΤΟΙ: [821, 451, 1005, 472]
headline-bibliography: ΒΙΒΛΙΟΓΡΑΦΙΑΙ: [1099, 588, 1236, 607]
headline-military-news: ΣΤΡΑΤΙΩΤΙΚΑΙ ΕΙΔΗΣΕΙΣ: [43, 287, 259, 306]
columns: [24, 106, 1584, 2186]
headline-last-hour: ΤΕΛΕΥΤΑΙΑ ΩΡΑ: [1341, 110, 1538, 180]
subhead-wholesale: ΧΟΝΔΡΙΚΗΣ ΠΩΛΗΣΕΩΣ: [847, 938, 980, 950]
article-scandal-2: Ἡ ἐπιτοπίως ἐλθοῦσα ἐπιτροπὴ διεπίστωσεν ὅτι τὸ ὅλον ζήτημα ἦτο ἀποτέλεσμα πολιτικῆς ἀντιζηλίας. Ἐν τούτοις ὁ κ. Βάχλας ἐκινδύνευσε δευτέραν μετάθεσιν, ἐνῷ ἦτο πατὴρ οἰκογενείας, καὶ ἡ κοινωνία Ἀλμυροῦ ἀγανακτεῖ διὰ τὴν τοιαύτην πίεσιν κατὰ τῶν δημοσίων ὑπαλλήλων, οἵτινες ἐκτελοῦσι τὸ καθῆκόν των.: [286, 380, 524, 481]
divider: [550, 315, 767, 316]
article-zakynthos: Τὴν 21ην καὶ 23ην τρέχοντος μηνὸς, ἤτοι μεθαύριον ἀνακομιδὴν ἡ ἑορτὴ τοῦ ἁγίου Διονυσίου, θὰ γείνῃ μεγάλη πανήγυρις ἐν Ζακύνθῳ, εἰς ἣν συγκεντροῦνται μετὰ μεγάλης προσελεύσεως οἱ κάτοικοι τῆς νήσου. Πολλοὶ ἐκδρομεῖς θὰ μεταβῶσιν ἐκ Πειραιῶς. Ἡ Ἀτμοπλοΐα Παντελῆ θὰ ἀποστείλῃ εἰδικὸν ἀτμόπλοιον. Ὅλη ἡ πόλις σημαιοστολίζεται, ἀφίξεις καὶ θεμέλια, ἐπὶ τῆς ἑορτῆς φωταγωγεῖται ἡ πόλις καὶ ἡ τελετὴ περιφορᾶς τοῦ ἱεροῦ λειψάνου εἶνε μεγίστης αἴγλης, εἰς ἣν προσέρχονται πολλοὶ ἐκ τοῦ ἐξωτερικοῦ.: [32, 639, 270, 789]
subhead-scissors: Διὰ ψαλιδίου: [877, 201, 950, 213]
headline-almyros: ΕΙΣ ΤΟΝ ΑΛΜΥΡΟΝ: [332, 167, 477, 182]
article-shop-rent: Ἐνοικιάζεται τὸ ἀπὸ τῆς ὁδοῦ Αἰόλου καὶ πάροδον τῆς Λυσίου ἰσόγειον κατάστημα. Πληροφορίαι παρὰ τῷ κ. Θεοφανοπούλῳ τυμβολαιογράφῳ.: [1048, 1061, 1287, 1111]
article-reception: Ὅταν ὁριστικῶς γνωσθῇ ἡ ἡμέρα τῆς ἀφίξεως τοῦ ὑψηλοῦ ζεύγους ἐκ τῶν ἀνακτόρων θὰ εἰδοποιηθῶσιν οἱ δήμαρχοι Ἀθηνῶν καὶ Πειραιῶς, ὅπως προετοιμάσωσι μεγαλοπρεπῆ ὑποδοχήν.: [1303, 1046, 1576, 1113]
headline-injuries: ΟΙ ΧΘΕΣΙΝΟΙ ΤΡΑΥΜΑΤΙΣΜΟΙ: [589, 828, 729, 865]
